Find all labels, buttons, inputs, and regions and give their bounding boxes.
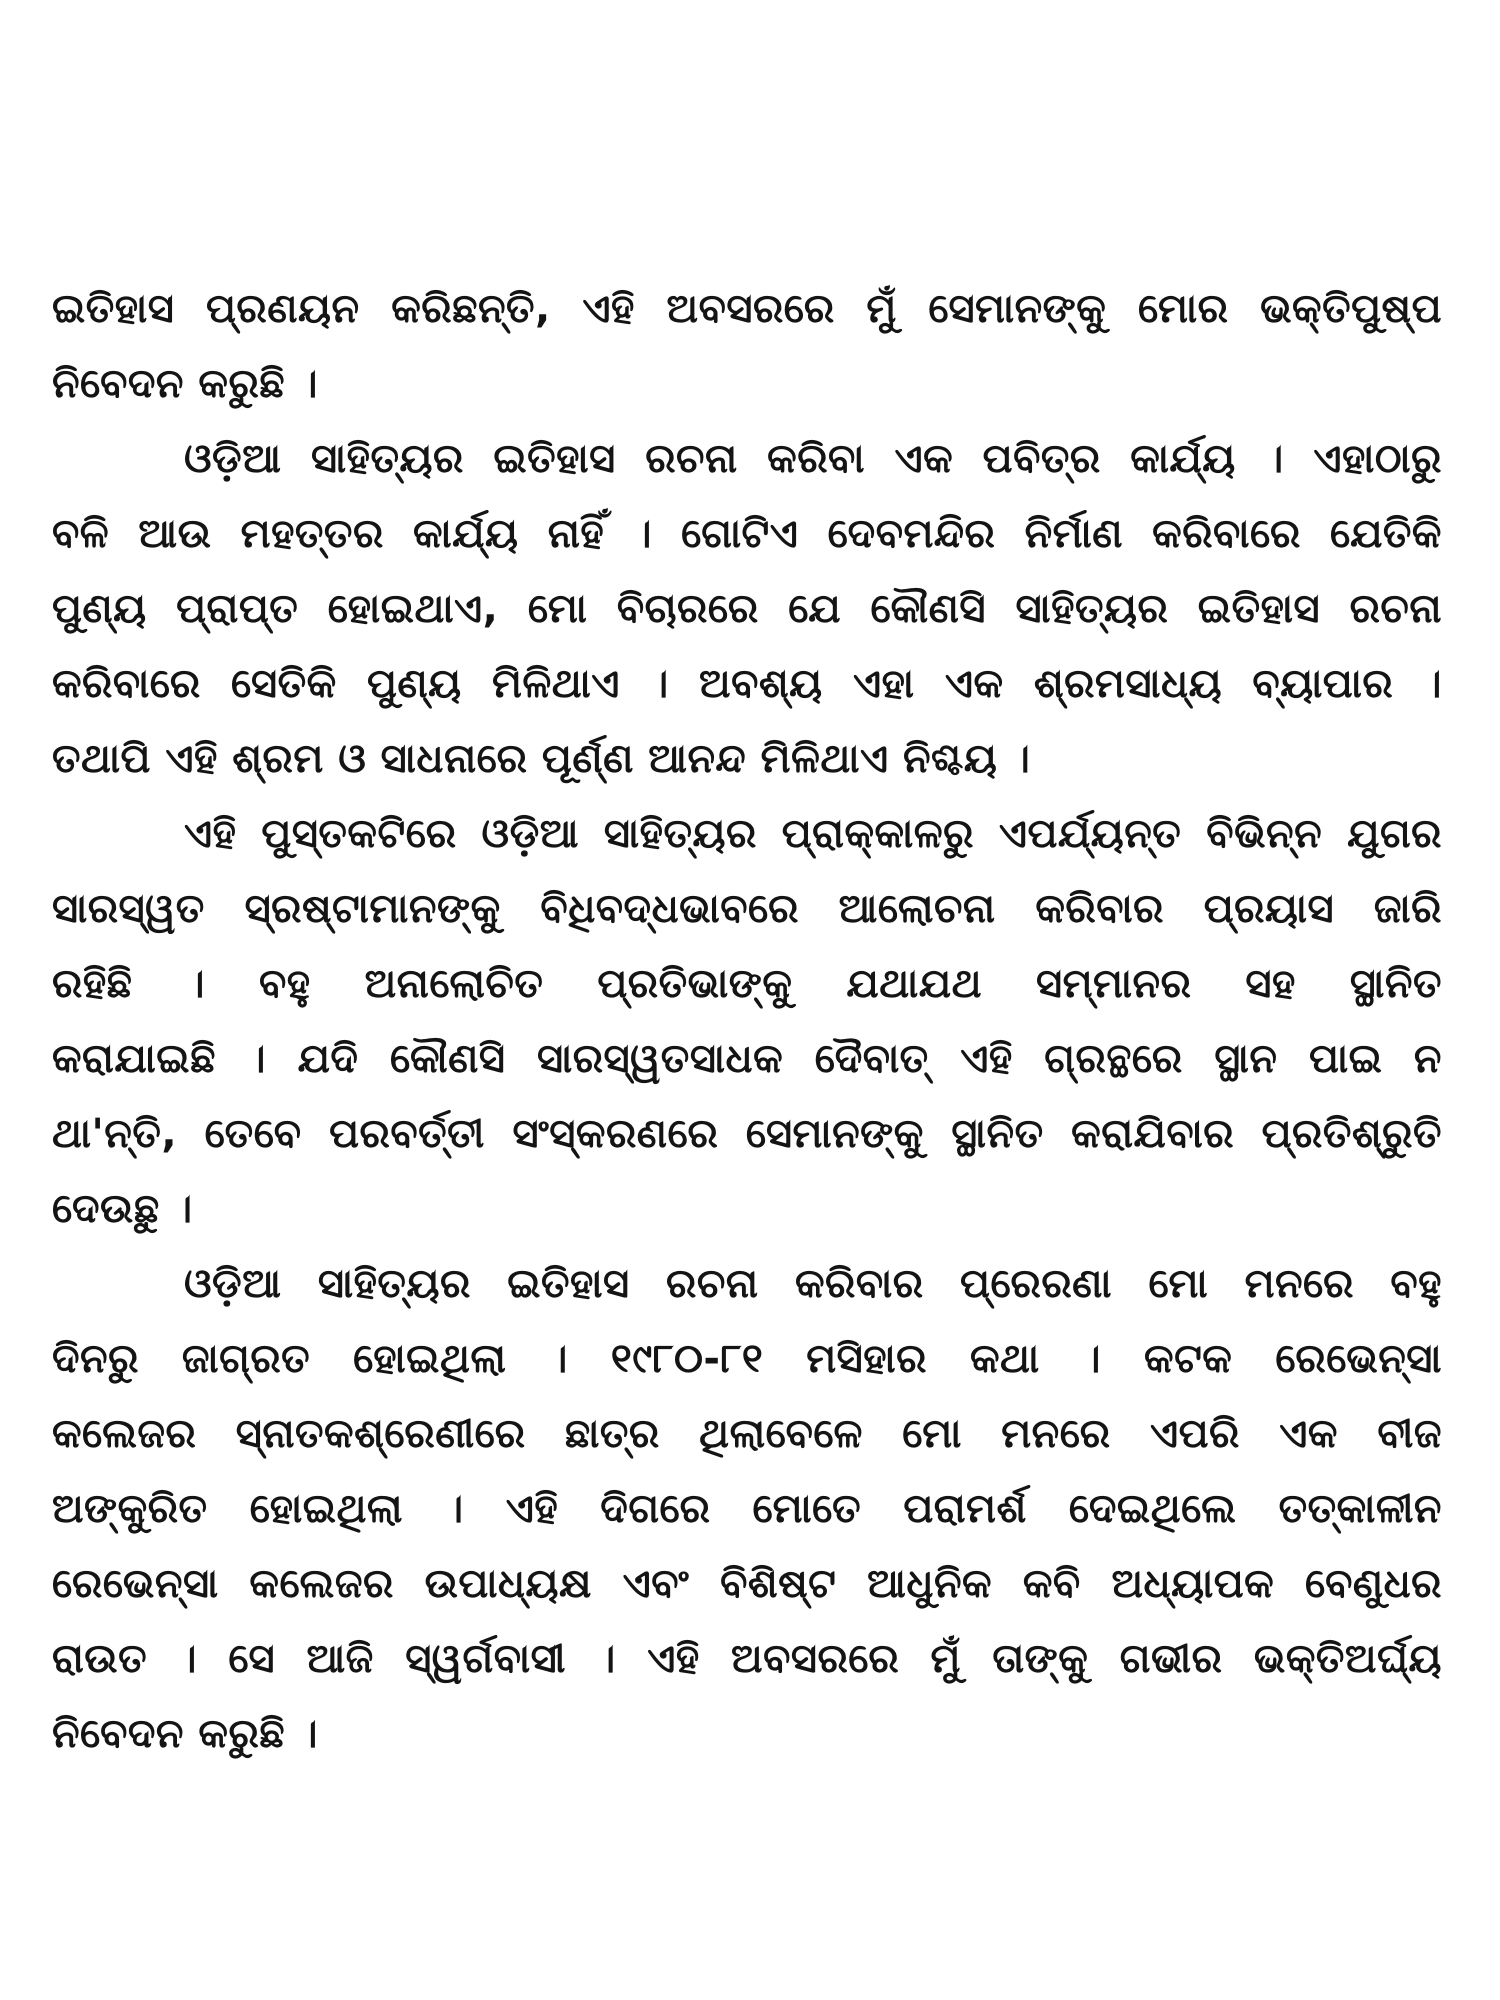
paragraph — [52, 422, 1442, 797]
bold-text-run: ପ୍ରାକ୍‌କାଳରୁ ଏପର୍ଯ୍ୟନ୍ତ — [781, 811, 1182, 857]
text-line — [52, 1547, 1442, 1622]
text-run: ଓଡ଼ିଆ ସାହିତ୍ୟର ଇତିହାସ ରଚନା କରିବା ଏକ ପବିତ୍ର କାର୍ଯ୍ୟ । ଏହାଠାରୁ — [184, 436, 1442, 482]
text-line — [52, 1172, 1442, 1247]
text-line — [52, 647, 1442, 722]
text-run: ରେଭେନ୍‌ସା କଲେଜର ଉପାଧ୍ୟକ୍ଷ ଏବଂ — [52, 1561, 721, 1607]
text-run: ଆଧୁନିକ କବି ଅଧ୍ୟାପକ ବେଣୁଧର — [836, 1561, 1442, 1607]
text-line — [52, 572, 1442, 647]
text-run: ବିଭିନ୍ନ ଯୁଗର — [1181, 811, 1442, 857]
text-line — [52, 272, 1442, 347]
text-line — [52, 1622, 1442, 1697]
text-run: ପୁଣ୍ୟ ପ୍ରାପ୍ତ ହୋଇଥାଏ, ମୋ ବିଚାରରେ ଯେ କୌଣସି ସାହିତ୍ୟର ଇତିହାସ ରଚନା — [52, 586, 1442, 632]
text-line — [52, 497, 1442, 572]
text-run: ସାରସ୍ୱତ ସ୍ରଷ୍ଟାମାନଙ୍କୁ ବିଧିବଦ୍ଧଭାବରେ ଆଲୋଚନା କରିବାର ପ୍ରୟାସ ଜାରି — [52, 886, 1442, 932]
text-run: କରାଯାଇଛି । ଯଦି କୌଣସି ସାରସ୍ୱତସାଧକ ଦୈବାତ୍ ଏହି ଗ୍ରନ୍ଥରେ ସ୍ଥାନ ପାଇ ନ — [52, 1036, 1442, 1082]
text-line — [52, 947, 1442, 1022]
text-run: ଦେଉଛୁ । — [52, 1186, 193, 1232]
paragraph — [52, 272, 1442, 422]
text-run: ରାଉତ । ସେ ଆଜି ସ୍ୱର୍ଗବାସୀ । ଏହି ଅବସରରେ ମୁଁ ତାଙ୍କୁ ଗଭୀର ଭକ୍ତିଅର୍ଘ୍ୟ — [52, 1636, 1442, 1682]
text-run: ନିବେଦନ କରୁଛି । — [52, 361, 319, 407]
text-run: ବଳି ଆଉ ମହତ୍ତର କାର୍ଯ୍ୟ ନାହିଁ । ଗୋଟିଏ ଦେବମନ୍ଦିର ନିର୍ମାଣ କରିବାରେ ଯେତିକି — [52, 511, 1442, 557]
text-line — [52, 1397, 1442, 1472]
text-run: ନିବେଦନ କରୁଛି । — [52, 1711, 319, 1757]
text-line — [52, 422, 1442, 497]
bold-text-run: ବିଶିଷ୍ଟ — [720, 1561, 837, 1607]
paragraph — [52, 1247, 1442, 1772]
text-line — [52, 1472, 1442, 1547]
text-line — [52, 872, 1442, 947]
text-run: ଥା'ନ୍ତି, ତେବେ ପରବର୍ତ୍ତୀ ସଂସ୍କରଣରେ ସେମାନଙ୍କୁ ସ୍ଥାନିତ କରାଯିବାର ପ୍ରତିଶ୍ରୁତି — [52, 1111, 1442, 1157]
text-run: ଇତିହାସ ପ୍ରଣୟନ କରିଛନ୍ତି, ଏହି ଅବସରରେ ମୁଁ ସେମାନଙ୍କୁ ମୋର ଭକ୍ତିପୁଷ୍ପ — [52, 286, 1442, 332]
text-line — [52, 1022, 1442, 1097]
text-run: କଲେଜର ସ୍ନାତକଶ୍ରେଣୀରେ ଛାତ୍ର ଥିଲାବେଳେ ମୋ ମନରେ ଏପରି ଏକ ବୀଜ — [52, 1411, 1442, 1457]
document-body — [52, 272, 1442, 1772]
text-line — [52, 347, 1442, 422]
text-run: ତଥାପି ଏହି ଶ୍ରମ ଓ ସାଧନାରେ ପୂର୍ଣ୍ଣ ଆନନ୍ଦ ମିଳିଥାଏ ନିଶ୍ଚୟ । — [52, 736, 1031, 782]
text-line — [52, 722, 1442, 797]
text-line — [52, 797, 1442, 872]
text-run: ରହିଛି । ବହୁ ଅନାଲୋଚିତ ପ୍ରତିଭାଙ୍କୁ ଯଥାଯଥ ସମ୍ମାନର ସହ ସ୍ଥାନିତ — [52, 961, 1442, 1007]
text-line — [52, 1322, 1442, 1397]
text-run: ଦିନରୁ ଜାଗ୍ରତ ହୋଇଥିଲା । ୧୯୮୦-୮୧ ମସିହାର କଥା । କଟକ ରେଭେନ୍‌ସା — [52, 1336, 1442, 1382]
text-run: ଏହି ପୁସ୍ତକଟିରେ ଓଡ଼ିଆ ସାହିତ୍ୟର — [184, 811, 782, 857]
text-run: ଅଙ୍କୁରିତ ହୋଇଥିଲା । ଏହି ଦିଗରେ ମୋତେ ପରାମର୍ଶ ଦେଇଥିଲେ ତତ୍କାଳୀନ — [52, 1486, 1442, 1532]
text-line — [52, 1097, 1442, 1172]
text-run: ଓଡ଼ିଆ ସାହିତ୍ୟର ଇତିହାସ ରଚନା କରିବାର ପ୍ରେରଣା ମୋ ମନରେ ବହୁ — [184, 1261, 1442, 1307]
text-run: କରିବାରେ ସେତିକି ପୁଣ୍ୟ ମିଳିଥାଏ । ଅବଶ୍ୟ ଏହା ଏକ ଶ୍ରମସାଧ୍ୟ ବ୍ୟାପାର । — [52, 661, 1442, 707]
paragraph — [52, 797, 1442, 1247]
text-line — [52, 1247, 1442, 1322]
text-line — [52, 1697, 1442, 1772]
